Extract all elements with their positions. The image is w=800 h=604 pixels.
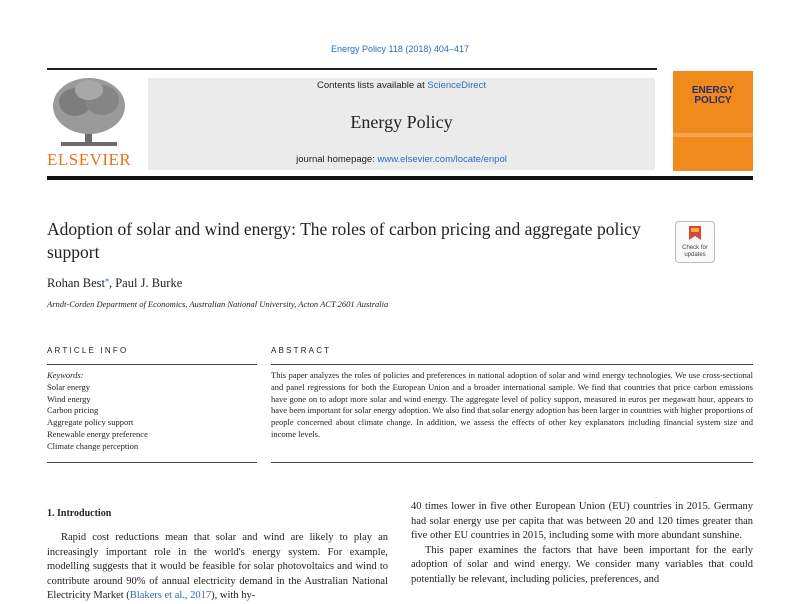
contents-prefix: Contents lists available at — [317, 80, 428, 91]
abstract-bottom-rule — [271, 462, 753, 463]
crossmark-icon — [676, 222, 714, 246]
intro-p1-text: Rapid cost reductions mean that solar and wind are likely to play an increasingly important role in the world's energy system. For example, modelling suggests that it would be feasible for solar photovoltaics and wind to contribute around 90% of annual electricity demand in the Australian National Electricity Market ( — [47, 532, 388, 602]
abstract-text: This paper analyzes the roles of policies and preferences in national adoption of solar and wind energy technologies. We use cross-sectional and panel regressions for both the European Union and a broader international sample. We find that countries that price carbon emissions have gone on to adopt more solar and wind energy. The aggregate level of policy support, measured in euros per megawatt hour, appears to have been important for solar energy adoption. We also find that solar energy adoption has been larger in countries with higher proportions of people concerned about climate change. In addition, we assess the effects of other key explanators including financial system size and income levels. — [271, 370, 753, 439]
crossmark-label-line-2: updates — [684, 252, 706, 258]
cover-band — [673, 133, 753, 137]
abstract-rule — [271, 364, 753, 365]
corresponding-author-mark[interactable]: ⁎ — [104, 275, 109, 284]
sciencedirect-link[interactable]: ScienceDirect — [427, 80, 486, 91]
introduction-heading: 1. Introduction — [47, 508, 112, 519]
elsevier-tree-icon — [47, 76, 131, 150]
author-affiliation: Arndt-Corden Department of Economics, Australian National University, Acton ACT 2601 Australia — [47, 299, 389, 309]
article-info-heading: ARTICLE INFO — [47, 346, 129, 355]
article-info-bottom-rule — [47, 462, 257, 463]
journal-homepage — [148, 154, 655, 165]
cover-title-line-2: POLICY — [694, 95, 732, 106]
check-for-updates-button[interactable] — [675, 221, 715, 263]
author-separator: , — [108, 276, 116, 291]
author-list — [47, 275, 182, 291]
cover-title-line-1: ENERGY — [691, 85, 735, 96]
keywords-block — [47, 370, 257, 453]
publisher-wordmark: ELSEVIER — [47, 150, 132, 169]
header-top-rule — [47, 68, 657, 70]
intro-paragraph-continued: 40 times lower in five other European Union (EU) countries in 2015. Germany had solar energy use per capita that was between 20 and 120 times greater than five other EU countries in 2015, including some with more abundant sunshine. — [411, 501, 753, 542]
journal-citation[interactable]: Energy Policy 118 (2018) 404–417 — [331, 44, 469, 54]
author-1[interactable]: Rohan Best — [47, 276, 105, 291]
homepage-link[interactable]: www.elsevier.com/locate/enpol — [377, 154, 507, 165]
contents-line — [148, 80, 655, 91]
keyword-item: Climate change perception — [47, 440, 139, 451]
author-2[interactable]: Paul J. Burke — [115, 276, 183, 291]
homepage-prefix: journal homepage: — [296, 154, 378, 165]
journal-cover-thumbnail[interactable] — [673, 71, 753, 171]
cover-title — [673, 86, 753, 106]
keyword-item: Solar energy — [47, 381, 91, 392]
intro-paragraph-2: This paper examines the factors that have been important for the early adoption of solar and wind energy. We consider many variables that could potentially be relevant, including policies, preferences, and — [411, 544, 753, 585]
citation-link-blakers[interactable]: Blakers et al., 2017 — [129, 590, 212, 602]
keyword-item: Wind energy — [47, 393, 91, 404]
abstract-heading: ABSTRACT — [271, 346, 332, 355]
crossmark-label-line-1: Check for — [682, 245, 708, 251]
body-column-left — [47, 531, 388, 604]
header-bottom-rule — [47, 176, 753, 180]
body-column-right — [411, 500, 753, 588]
intro-p1-tail: ), with hy- — [211, 590, 256, 602]
intro-paragraph-1 — [47, 531, 388, 604]
journal-title: Energy Policy — [350, 112, 453, 132]
article-info-rule — [47, 364, 257, 365]
elsevier-logo[interactable] — [47, 76, 131, 172]
crossmark-label — [676, 245, 714, 259]
keyword-item: Aggregate policy support — [47, 417, 134, 428]
keyword-item: Renewable energy preference — [47, 428, 148, 439]
keywords-label: Keywords: — [47, 370, 84, 380]
article-title: Adoption of solar and wind energy: The roles of carbon pricing and aggregate policy support — [47, 219, 641, 262]
keyword-item: Carbon pricing — [47, 405, 99, 416]
